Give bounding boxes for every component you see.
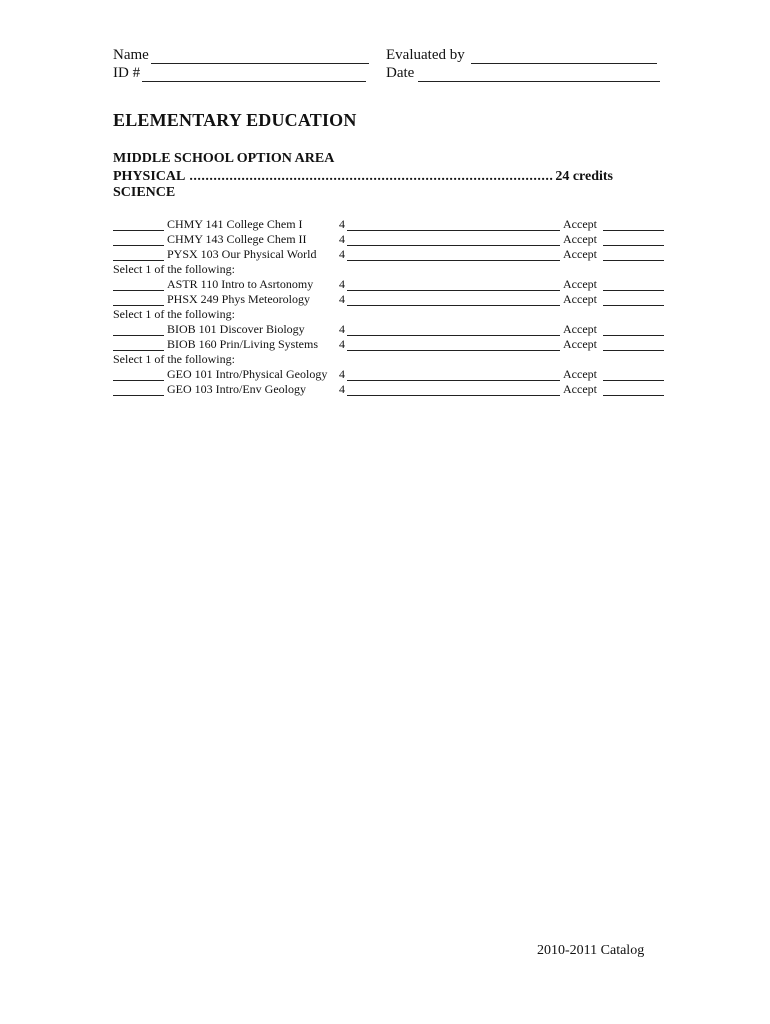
course-notes-line[interactable]: [347, 235, 560, 246]
grade-blank[interactable]: [113, 250, 164, 261]
accept-label: Accept: [563, 247, 597, 261]
course-notes-line[interactable]: [347, 295, 560, 306]
course-credits: 4: [339, 367, 345, 381]
course-row: [113, 367, 673, 382]
course-name: BIOB 160 Prin/Living Systems: [167, 337, 319, 351]
course-notes-line[interactable]: [347, 340, 560, 351]
course-name: ASTR 110 Intro to Asrtonomy: [167, 277, 314, 291]
course-row: [113, 232, 673, 247]
course-credits: 4: [339, 217, 345, 231]
evaluated-by-field[interactable]: [386, 46, 657, 64]
course-name: PYSX 103 Our Physical World: [167, 247, 317, 261]
grade-blank[interactable]: [113, 295, 164, 306]
course-name: BIOB 101 Discover Biology: [167, 322, 305, 336]
course-credits: 4: [339, 247, 345, 261]
catalog-year: 2010-2011 Catalog: [537, 943, 645, 958]
accept-blank[interactable]: [603, 340, 664, 351]
course-notes-line[interactable]: [347, 280, 560, 291]
course-notes-line[interactable]: [347, 220, 560, 231]
area-label: PHYSICAL SCIENCE: [113, 169, 185, 200]
accept-label: Accept: [563, 367, 597, 381]
select-instruction: [113, 352, 673, 367]
course-name: GEO 101 Intro/Physical Geology: [167, 367, 328, 381]
name-line[interactable]: [151, 49, 369, 64]
course-row: [113, 337, 673, 352]
accept-blank[interactable]: [603, 280, 664, 291]
select-instruction: [113, 262, 673, 277]
course-name: GEO 103 Intro/Env Geology: [167, 382, 306, 396]
accept-blank[interactable]: [603, 325, 664, 336]
accept-blank[interactable]: [603, 385, 664, 396]
course-credits: 4: [339, 337, 345, 351]
select-instruction-text: Select 1 of the following:: [113, 352, 235, 366]
course-row: [113, 277, 673, 292]
course-credits: 4: [339, 292, 345, 306]
accept-blank[interactable]: [603, 235, 664, 246]
date-label: Date: [386, 65, 415, 81]
grade-blank[interactable]: [113, 235, 164, 246]
grade-blank[interactable]: [113, 220, 164, 231]
id-field[interactable]: [113, 64, 366, 82]
course-row: [113, 217, 673, 232]
date-field[interactable]: [386, 64, 660, 82]
accept-blank[interactable]: [603, 250, 664, 261]
grade-blank[interactable]: [113, 340, 164, 351]
date-line[interactable]: [418, 67, 660, 82]
accept-label: Accept: [563, 322, 597, 336]
accept-blank[interactable]: [603, 220, 664, 231]
select-instruction-text: Select 1 of the following:: [113, 307, 235, 321]
course-notes-line[interactable]: [347, 250, 560, 261]
name-label: Name: [113, 47, 149, 63]
course-name: CHMY 141 College Chem I: [167, 217, 303, 231]
id-label: ID #: [113, 65, 141, 81]
select-instruction: [113, 307, 673, 322]
name-field[interactable]: [113, 46, 369, 64]
grade-blank[interactable]: [113, 280, 164, 291]
course-credits: 4: [339, 322, 345, 336]
grade-blank[interactable]: [113, 385, 164, 396]
accept-label: Accept: [563, 337, 597, 351]
course-notes-line[interactable]: [347, 370, 560, 381]
grade-blank[interactable]: [113, 370, 164, 381]
area-credits: 24 credits: [555, 169, 613, 184]
course-notes-line[interactable]: [347, 385, 560, 396]
course-credits: 4: [339, 382, 345, 396]
page-title: ELEMENTARY EDUCATION: [113, 110, 357, 130]
course-row: [113, 247, 673, 262]
accept-blank[interactable]: [603, 295, 664, 306]
id-line[interactable]: [142, 67, 366, 82]
course-row: [113, 322, 673, 337]
area-credits-line: [113, 169, 613, 201]
course-name: CHMY 143 College Chem II: [167, 232, 307, 246]
course-credits: 4: [339, 277, 345, 291]
dot-leader: ...........................................................................................: [189, 169, 554, 184]
accept-label: Accept: [563, 217, 597, 231]
accept-label: Accept: [563, 232, 597, 246]
accept-label: Accept: [563, 292, 597, 306]
course-credits: 4: [339, 232, 345, 246]
accept-label: Accept: [563, 277, 597, 291]
course-row: [113, 382, 673, 397]
course-row: [113, 292, 673, 307]
accept-blank[interactable]: [603, 370, 664, 381]
course-name: PHSX 249 Phys Meteorology: [167, 292, 311, 306]
course-notes-line[interactable]: [347, 325, 560, 336]
accept-label: Accept: [563, 382, 597, 396]
evaluated-by-label: Evaluated by: [386, 47, 465, 63]
option-area-heading: MIDDLE SCHOOL OPTION AREA: [113, 151, 335, 166]
course-list: [113, 217, 673, 397]
grade-blank[interactable]: [113, 325, 164, 336]
evaluated-by-line[interactable]: [471, 49, 657, 64]
select-instruction-text: Select 1 of the following:: [113, 262, 235, 276]
